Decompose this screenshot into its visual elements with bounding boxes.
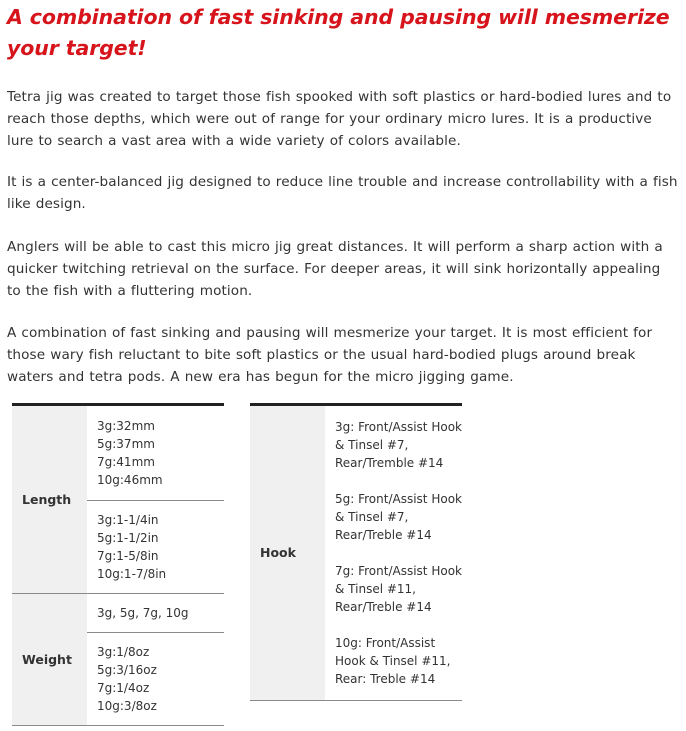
hook-10g-line3: Rear: Treble #14 (335, 672, 436, 686)
hook-5g-line2: & Tinsel #7, (335, 510, 409, 524)
length-in-7g: 7g:1-5/8in (97, 549, 159, 563)
page (0, 2, 686, 389)
length-label: Length (12, 405, 87, 594)
hook-3g-line2: & Tinsel #7, (335, 438, 409, 452)
length-in-10g: 10g:1-7/8in (97, 567, 167, 581)
length-in-3g: 3g:1-1/4in (97, 513, 159, 527)
hook-label: Hook (250, 405, 325, 701)
paragraph-casting: Anglers will be able to cast this micro jig great distances. It will perform a sharp action with a quicker twitching retrieval on the surface. For deeper areas, it will sink horizontally appealing to the fish with a fluttering motion. (7, 238, 663, 299)
length-mm-cell (87, 405, 224, 501)
weight-oz-cell (87, 633, 224, 726)
hook-3g-line1: 3g: Front/Assist Hook (335, 420, 462, 434)
hook-10g-line1: 10g: Front/Assist (335, 636, 436, 650)
weight-g-cell (87, 594, 224, 633)
hook-10g-line2: Hook & Tinsel #11, (335, 654, 451, 668)
hook-5g-line3: Rear/Treble #14 (335, 528, 432, 542)
length-mm-10g: 10g:46mm (97, 473, 163, 487)
paragraph-design: It is a center-balanced jig designed to reduce line trouble and increase controllability with a fish like design. (7, 174, 678, 213)
paragraph-intro: Tetra jig was created to target those fish spooked with soft plastics or hard-bodied lures and to reach those depths, which were out of range for your ordinary micro lures. It is a productive lure to search a vast area with a wide variety of colors available. (7, 89, 672, 149)
weight-grams: 3g, 5g, 7g, 10g (97, 606, 189, 620)
length-in-cell (87, 501, 224, 594)
hook-7g-line2: & Tinsel #11, (335, 582, 416, 596)
hook-7g-line3: Rear/Treble #14 (335, 600, 432, 614)
weight-oz-7g: 7g:1/4oz (97, 681, 150, 695)
hook-5g-line1: 5g: Front/Assist Hook (335, 492, 462, 506)
hook-list-cell (325, 405, 462, 701)
length-mm-5g: 5g:37mm (97, 437, 155, 451)
hook-entry-3g (335, 418, 462, 472)
hook-7g-line1: 7g: Front/Assist Hook (335, 564, 462, 578)
length-in-5g: 5g:1-1/2in (97, 531, 159, 545)
hook-entry-10g (335, 634, 462, 688)
hook-3g-line3: Rear/Tremble #14 (335, 456, 444, 470)
weight-oz-3g: 3g:1/8oz (97, 645, 150, 659)
spec-table-hook (250, 403, 462, 701)
hook-entry-5g (335, 490, 462, 544)
weight-oz-10g: 10g:3/8oz (97, 699, 157, 713)
weight-label: Weight (12, 594, 87, 726)
paragraph-summary: A combination of fast sinking and pausing will mesmerize your target. It is most efficient for those wary fish reluctant to bite soft plastics or the usual hard-bodied plugs around break waters and tetra pods. A new era has begun for the micro jigging game. (7, 325, 653, 385)
spec-table-length-weight (12, 403, 224, 726)
headline: A combination of fast sinking and pausing will mesmerize your target! (7, 5, 670, 60)
length-mm-3g: 3g:32mm (97, 419, 155, 433)
length-mm-7g: 7g:41mm (97, 455, 155, 469)
hook-entry-7g (335, 562, 462, 616)
weight-oz-5g: 5g:3/16oz (97, 663, 157, 677)
